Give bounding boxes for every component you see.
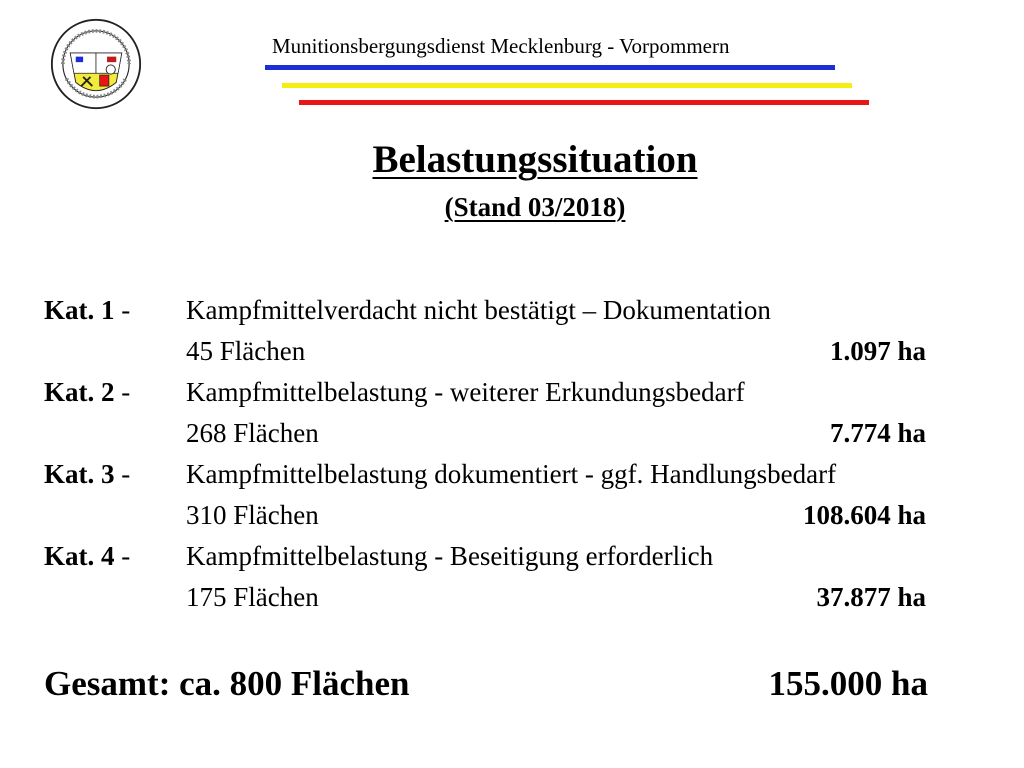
area-count: 175 Flächen xyxy=(186,582,319,612)
total-label: Gesamt: ca. 800 Flächen xyxy=(44,664,410,703)
area-hectares: 1.097 ha xyxy=(829,336,926,366)
category-label: Kat. 1 - xyxy=(44,295,131,325)
category-row-2 xyxy=(44,372,1024,412)
category-description: Kampfmittelbelastung - Beseitigung erforderlich xyxy=(186,541,714,571)
yellow-stripe xyxy=(282,83,852,88)
munitions-service-seal-icon xyxy=(50,18,142,110)
category-row-4 xyxy=(44,536,1024,576)
category-area-row-3 xyxy=(44,494,1024,536)
category-row-3 xyxy=(44,454,1024,494)
red-stripe xyxy=(299,100,869,105)
blue-stripe xyxy=(265,65,835,70)
category-label: Kat. 4 - xyxy=(44,541,131,571)
total-area: 155.000 ha xyxy=(768,664,928,703)
organization-name: Munitionsbergungsdienst Mecklenburg - Vorpommern xyxy=(272,34,730,58)
area-count: 268 Flächen xyxy=(186,418,319,448)
category-area-row-1 xyxy=(44,330,1024,372)
area-count: 310 Flächen xyxy=(186,500,319,530)
category-area-row-4 xyxy=(44,576,1024,618)
area-hectares: 37.877 ha xyxy=(816,582,926,612)
area-count: 45 Flächen xyxy=(186,336,306,366)
area-hectares: 7.774 ha xyxy=(829,418,926,448)
category-description: Kampfmittelbelastung - weiterer Erkundungsbedarf xyxy=(186,377,745,407)
total-row xyxy=(44,660,928,708)
category-area-row-2 xyxy=(44,412,1024,454)
category-label: Kat. 3 - xyxy=(44,459,131,489)
category-label: Kat. 2 - xyxy=(44,377,131,407)
category-description: Kampfmittelverdacht nicht bestätigt – Dokumentation xyxy=(186,295,771,325)
category-description: Kampfmittelbelastung dokumentiert - ggf. Handlungsbedarf xyxy=(186,459,837,489)
category-row-1 xyxy=(44,290,1024,330)
area-hectares: 108.604 ha xyxy=(802,500,926,530)
page-subtitle: (Stand 03/2018) xyxy=(444,192,626,222)
category-list xyxy=(44,290,1024,618)
page-title: Belastungssituation xyxy=(372,138,698,181)
